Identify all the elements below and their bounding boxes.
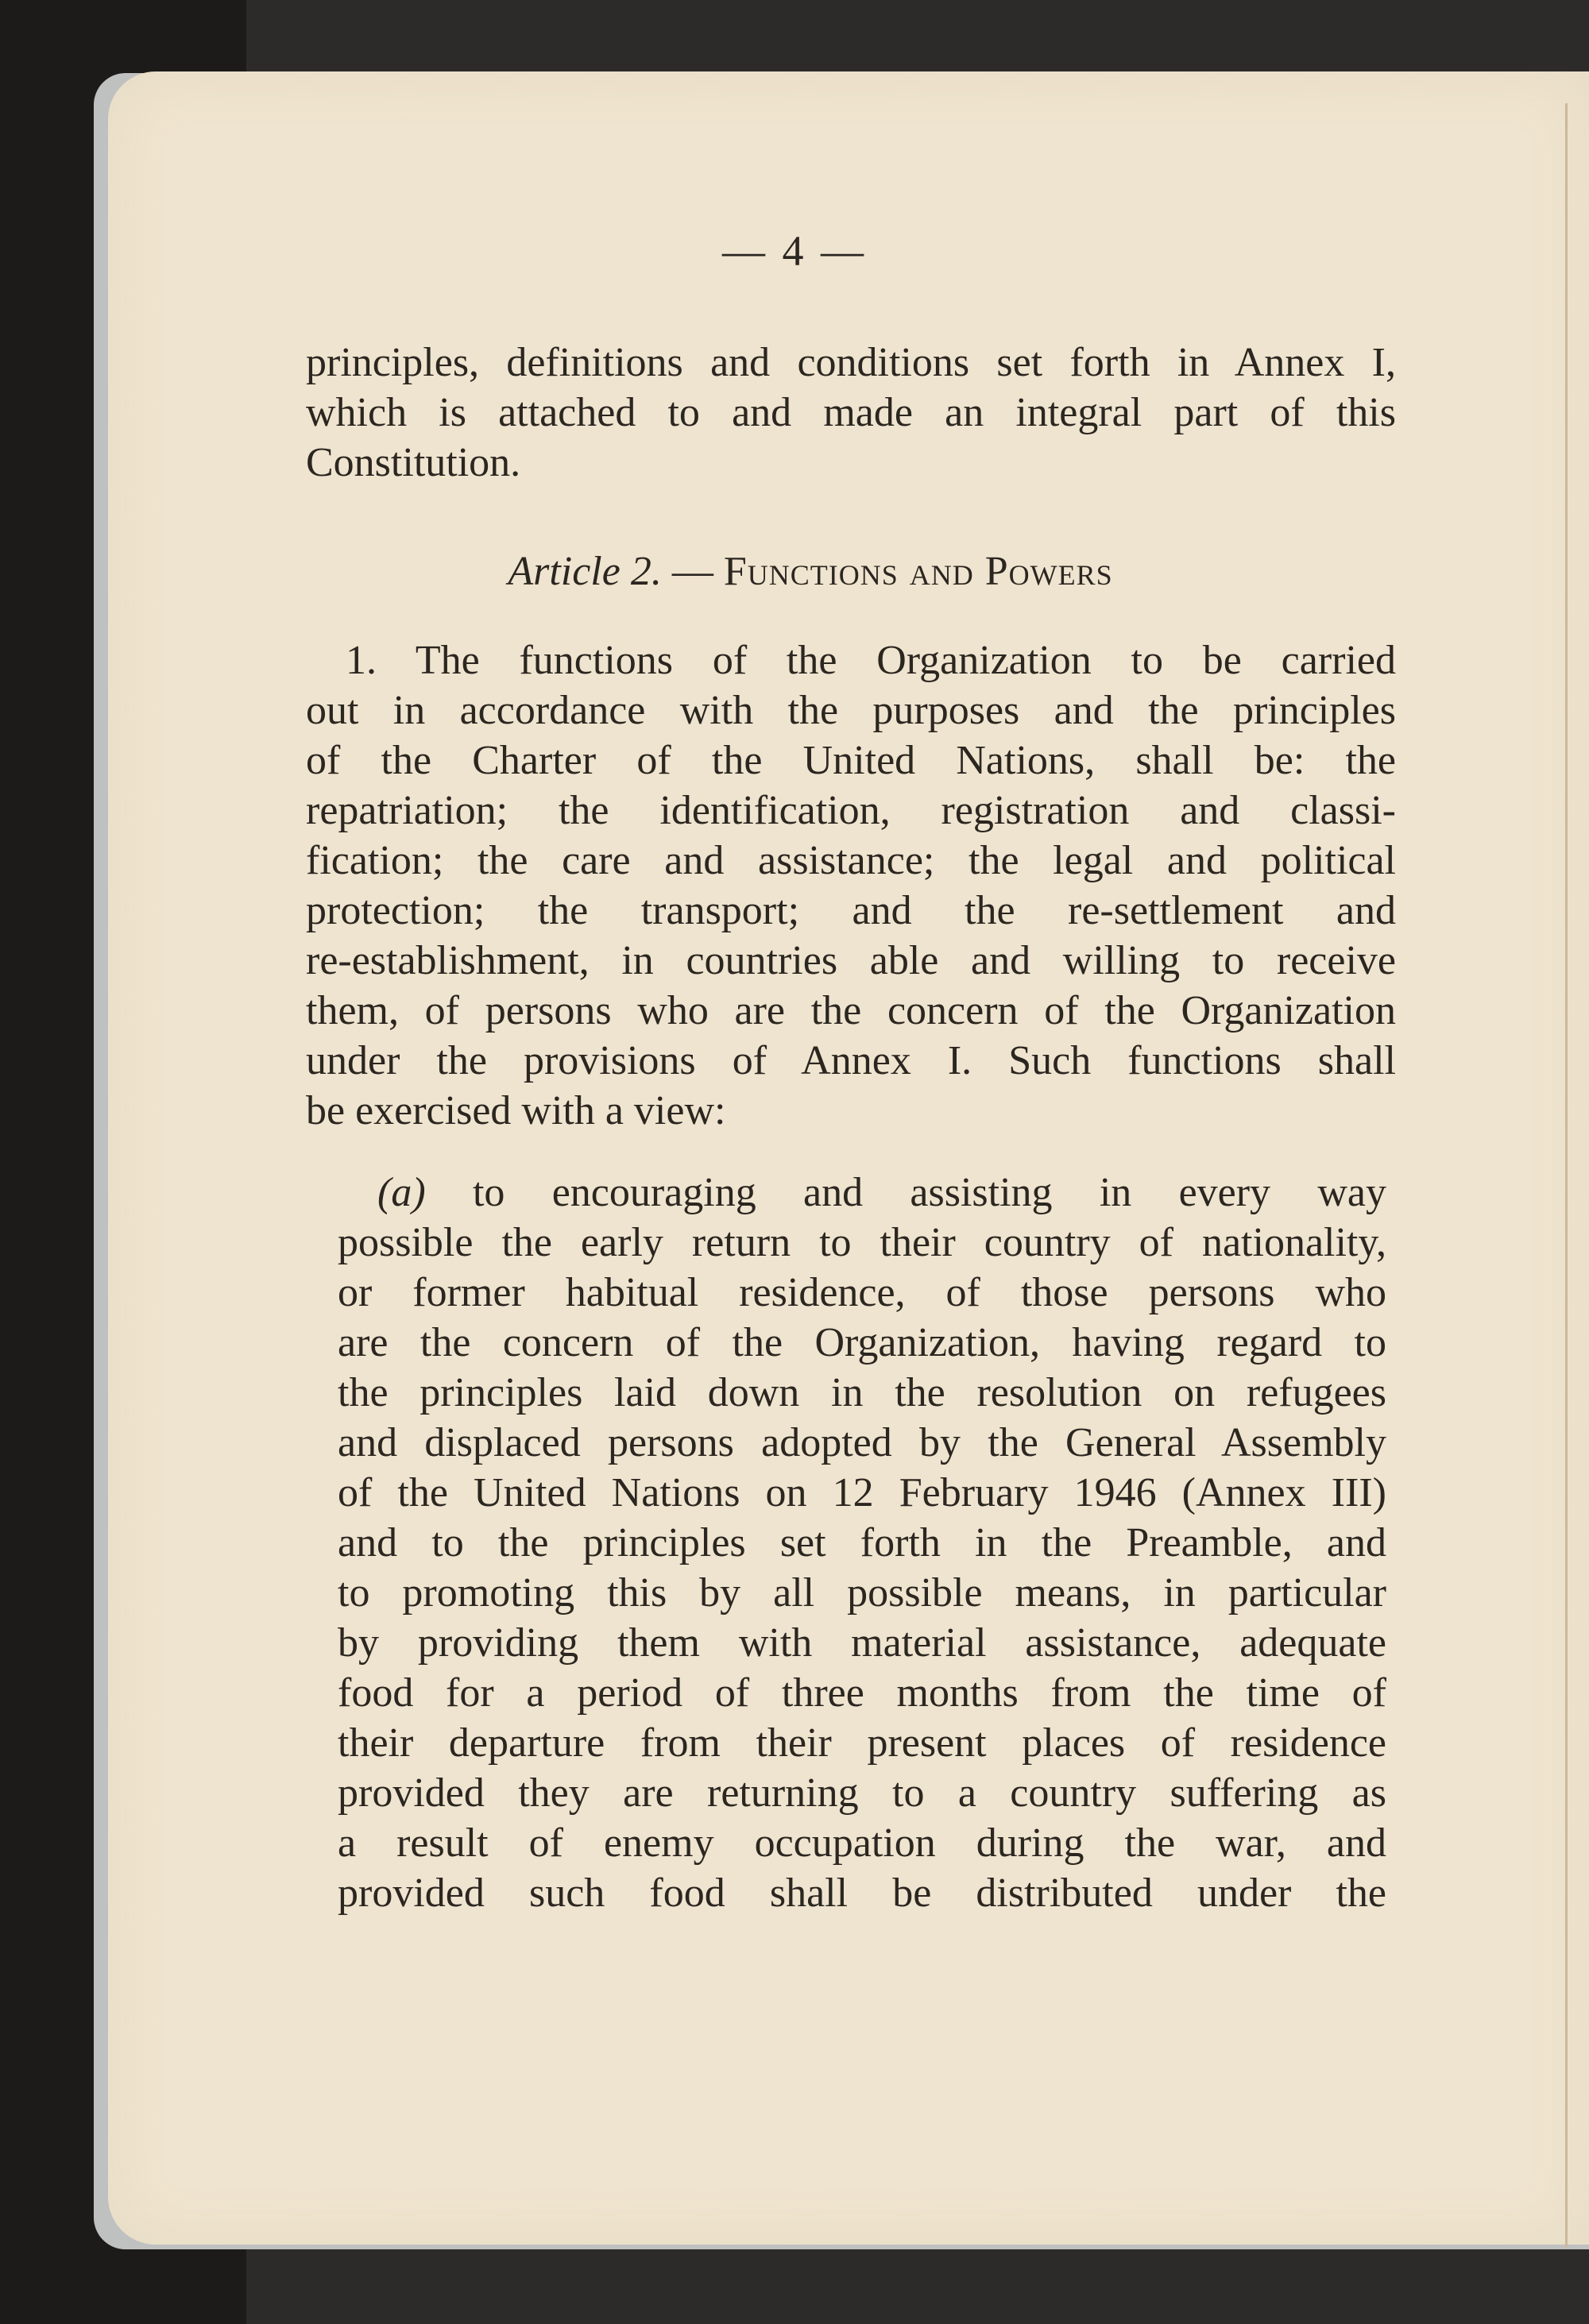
text-line: of the Charter of the United Nations, shall be: the bbox=[306, 738, 1396, 783]
text-line: them, of persons who are the concern of the Organization bbox=[306, 988, 1396, 1033]
text-line: repatriation; the identification, registration and classi- bbox=[306, 788, 1396, 833]
text-line: be exercised with a view: bbox=[306, 1088, 726, 1133]
text-line: are the concern of the Organization, having regard to bbox=[338, 1320, 1386, 1365]
text-line: fication; the care and assistance; the legal and political bbox=[306, 838, 1396, 883]
text-line: of the United Nations on 12 February 1946 (Annex III) bbox=[338, 1470, 1386, 1515]
text-line: or former habitual residence, of those persons who bbox=[338, 1270, 1386, 1315]
text-line: provided they are returning to a country suffering as bbox=[338, 1770, 1386, 1816]
page-number: — 4 — bbox=[722, 227, 867, 275]
text-line: re-establishment, in countries able and willing to receive bbox=[306, 938, 1396, 983]
article-number: Article 2. bbox=[508, 549, 662, 594]
text-line: which is attached to and made an integral part of this bbox=[306, 390, 1396, 435]
text-line: Constitution. bbox=[306, 440, 521, 485]
text-line: out in accordance with the purposes and the principles bbox=[306, 688, 1396, 733]
text-line: protection; the transport; and the re-settlement and bbox=[306, 888, 1396, 933]
text-line: under the provisions of Annex I. Such functions shall bbox=[306, 1038, 1396, 1083]
heading-dash: — bbox=[661, 549, 724, 594]
paragraph-1 bbox=[306, 635, 1396, 1136]
text-line: principles, definitions and conditions set forth in Annex I, bbox=[306, 340, 1396, 385]
text-line bbox=[338, 1168, 1386, 1218]
text-line: to promoting this by all possible means, in particular bbox=[338, 1570, 1386, 1616]
text-line: a result of enemy occupation during the war, and bbox=[338, 1820, 1386, 1866]
text-line: the principles laid down in the resolution on refugees bbox=[338, 1370, 1386, 1415]
text-line: provided such food shall be distributed under the bbox=[338, 1870, 1386, 1916]
text-fragment: to encouraging and assisting in every way bbox=[425, 1170, 1386, 1215]
subparagraph-label: (a) bbox=[377, 1170, 426, 1215]
text-line: possible the early return to their country of nationality, bbox=[338, 1220, 1386, 1265]
text-line: and to the principles set forth in the Preamble, and bbox=[338, 1520, 1386, 1565]
page-gutter-fold bbox=[1565, 103, 1568, 2248]
subparagraph-a bbox=[338, 1168, 1386, 1918]
text-line: and displaced persons adopted by the General Assembly bbox=[338, 1420, 1386, 1465]
text-line: 1. The functions of the Organization to be carried bbox=[346, 638, 1396, 683]
text-line: food for a period of three months from the time of bbox=[338, 1670, 1386, 1716]
article-heading bbox=[0, 548, 1589, 595]
text-line: by providing them with material assistance, adequate bbox=[338, 1620, 1386, 1666]
text-line: their departure from their present places of residence bbox=[338, 1720, 1386, 1766]
intro-paragraph bbox=[306, 338, 1396, 488]
article-title: Functions and Powers bbox=[723, 549, 1113, 594]
